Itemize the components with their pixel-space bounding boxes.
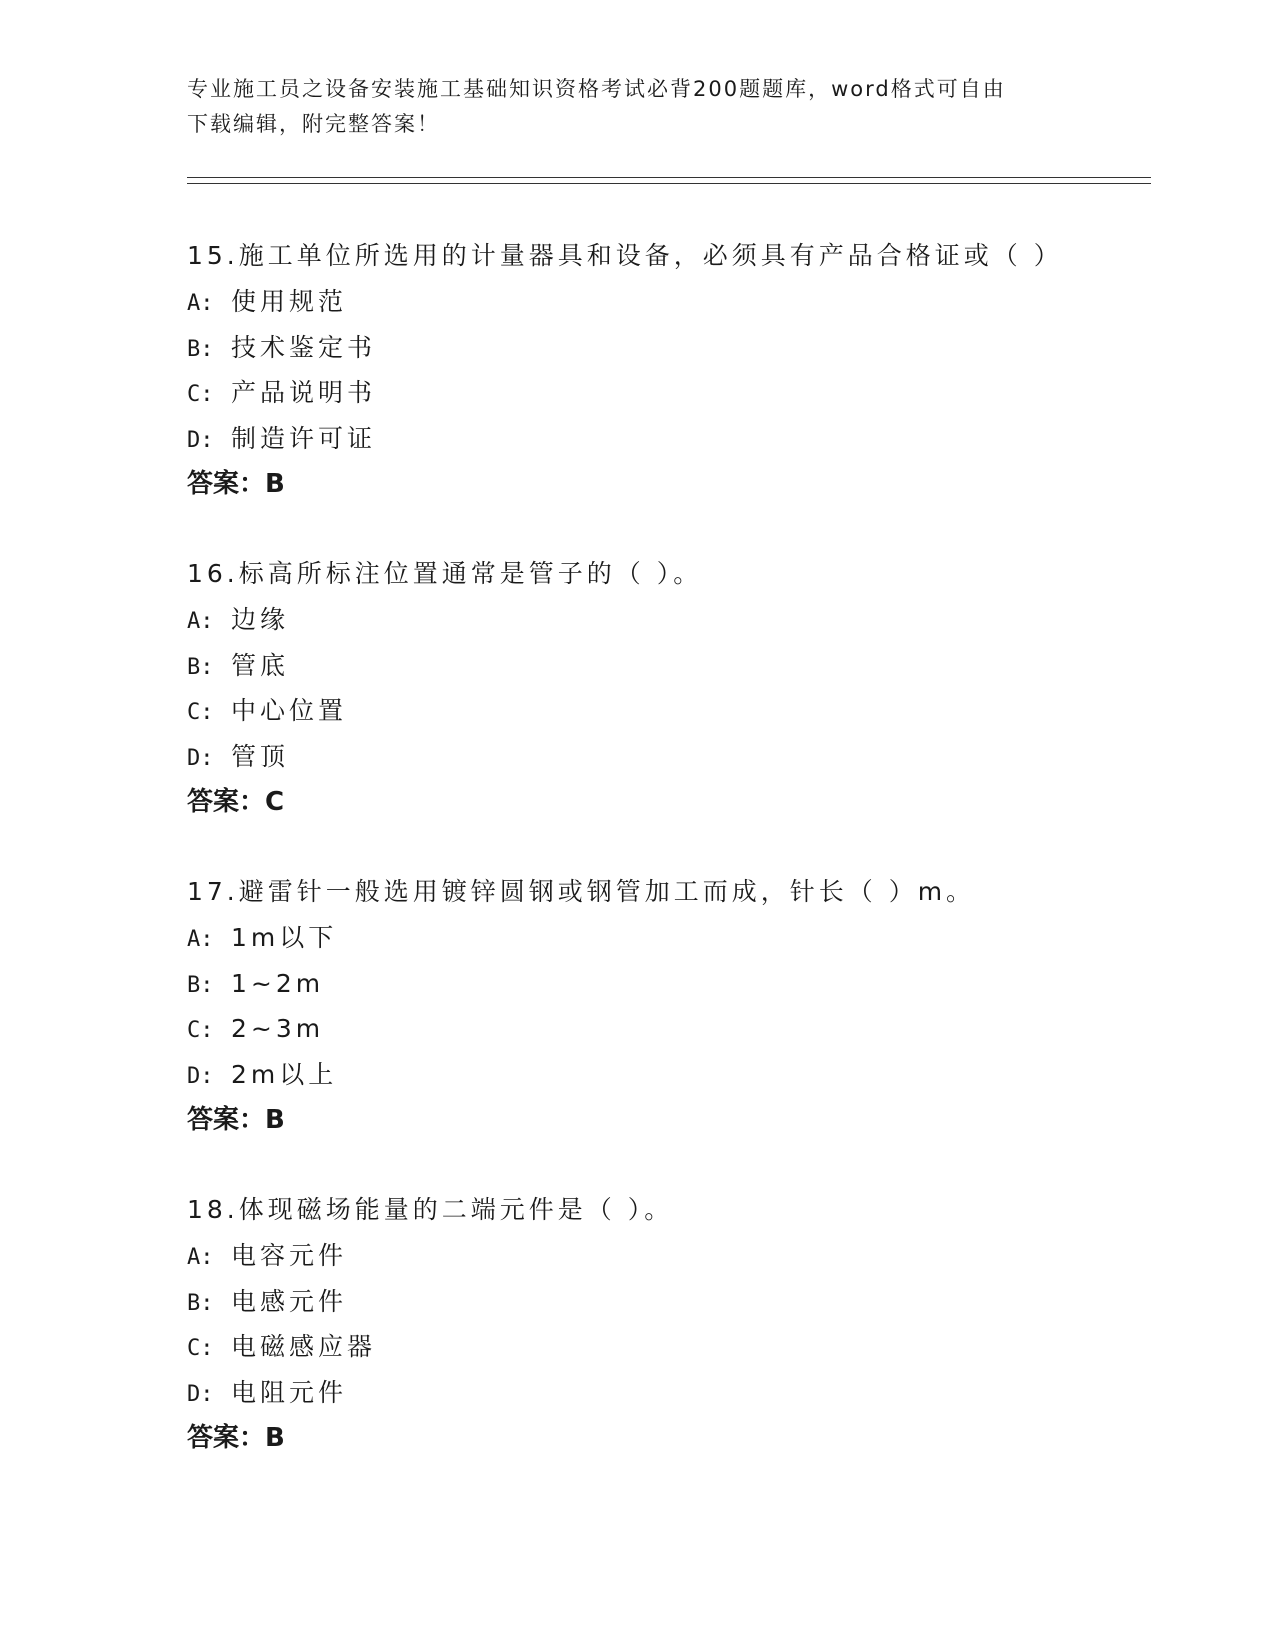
option-key: B:	[187, 972, 214, 998]
option-key: B:	[187, 1290, 214, 1316]
option-text: 中心位置	[231, 696, 348, 725]
header-line-2: 下载编辑，附完整答案！	[187, 112, 440, 136]
option-a	[187, 597, 1137, 643]
option-key: A:	[187, 927, 214, 952]
option-text: 制造许可证	[231, 423, 377, 453]
option-text: 技术鉴定书	[231, 332, 377, 362]
option-text: 电感元件	[231, 1286, 348, 1316]
option-b	[187, 961, 1137, 1007]
option-b	[187, 643, 1137, 689]
question-17	[187, 869, 1137, 1143]
option-key: B:	[187, 654, 214, 680]
option-text: 电阻元件	[231, 1377, 348, 1407]
option-text: 2~3m	[231, 1014, 325, 1043]
option-d	[187, 416, 1137, 462]
option-key: D:	[187, 745, 214, 771]
option-key: A:	[187, 609, 214, 634]
option-key: A:	[187, 1245, 214, 1270]
question-stem: 16.标高所标注位置通常是管子的（ ）。	[187, 559, 703, 588]
option-b	[187, 325, 1137, 371]
option-text: 2m以上	[231, 1059, 338, 1089]
question-stem: 18.体现磁场能量的二端元件是（ ）。	[187, 1195, 674, 1224]
answer-line: 答案：B	[187, 1105, 285, 1135]
option-key: C:	[187, 700, 214, 725]
answer-line: 答案：C	[187, 787, 285, 817]
option-b	[187, 1279, 1137, 1325]
question-16	[187, 551, 1137, 825]
answer-line: 答案：B	[187, 469, 285, 499]
question-stem: 17.避雷针一般选用镀锌圆钢或钢管加工而成，针长（ ）m。	[187, 877, 976, 906]
option-a	[187, 1233, 1137, 1279]
option-text: 电容元件	[231, 1241, 348, 1270]
option-a	[187, 279, 1137, 325]
option-a	[187, 915, 1137, 961]
option-key: D:	[187, 427, 214, 453]
option-key: B:	[187, 336, 214, 362]
document-header	[187, 72, 1067, 142]
header-line-1: 专业施工员之设备安装施工基础知识资格考试必背200题题库，word格式可自由	[187, 77, 1006, 101]
option-text: 产品说明书	[231, 378, 377, 407]
option-text: 边缘	[231, 605, 290, 634]
option-key: C:	[187, 1336, 214, 1361]
option-d	[187, 734, 1137, 780]
answer-line: 答案：B	[187, 1423, 285, 1453]
option-text: 电磁感应器	[231, 1332, 377, 1361]
question-stem: 15.施工单位所选用的计量器具和设备，必须具有产品合格证或（ ）	[187, 241, 1063, 270]
option-text: 1m以下	[231, 923, 338, 952]
option-c	[187, 1006, 1137, 1052]
question-15	[187, 233, 1137, 507]
option-d	[187, 1370, 1137, 1416]
option-c	[187, 1324, 1137, 1370]
header-divider	[187, 177, 1151, 184]
option-key: C:	[187, 382, 214, 407]
option-key: C:	[187, 1018, 214, 1043]
option-c	[187, 688, 1137, 734]
option-key: D:	[187, 1381, 214, 1407]
option-text: 管底	[231, 650, 290, 680]
option-text: 管顶	[231, 741, 290, 771]
option-text: 1~2m	[231, 968, 325, 998]
option-d	[187, 1052, 1137, 1098]
option-text: 使用规范	[231, 287, 348, 316]
option-c	[187, 370, 1137, 416]
option-key: D:	[187, 1063, 214, 1089]
option-key: A:	[187, 291, 214, 316]
question-18	[187, 1187, 1137, 1461]
